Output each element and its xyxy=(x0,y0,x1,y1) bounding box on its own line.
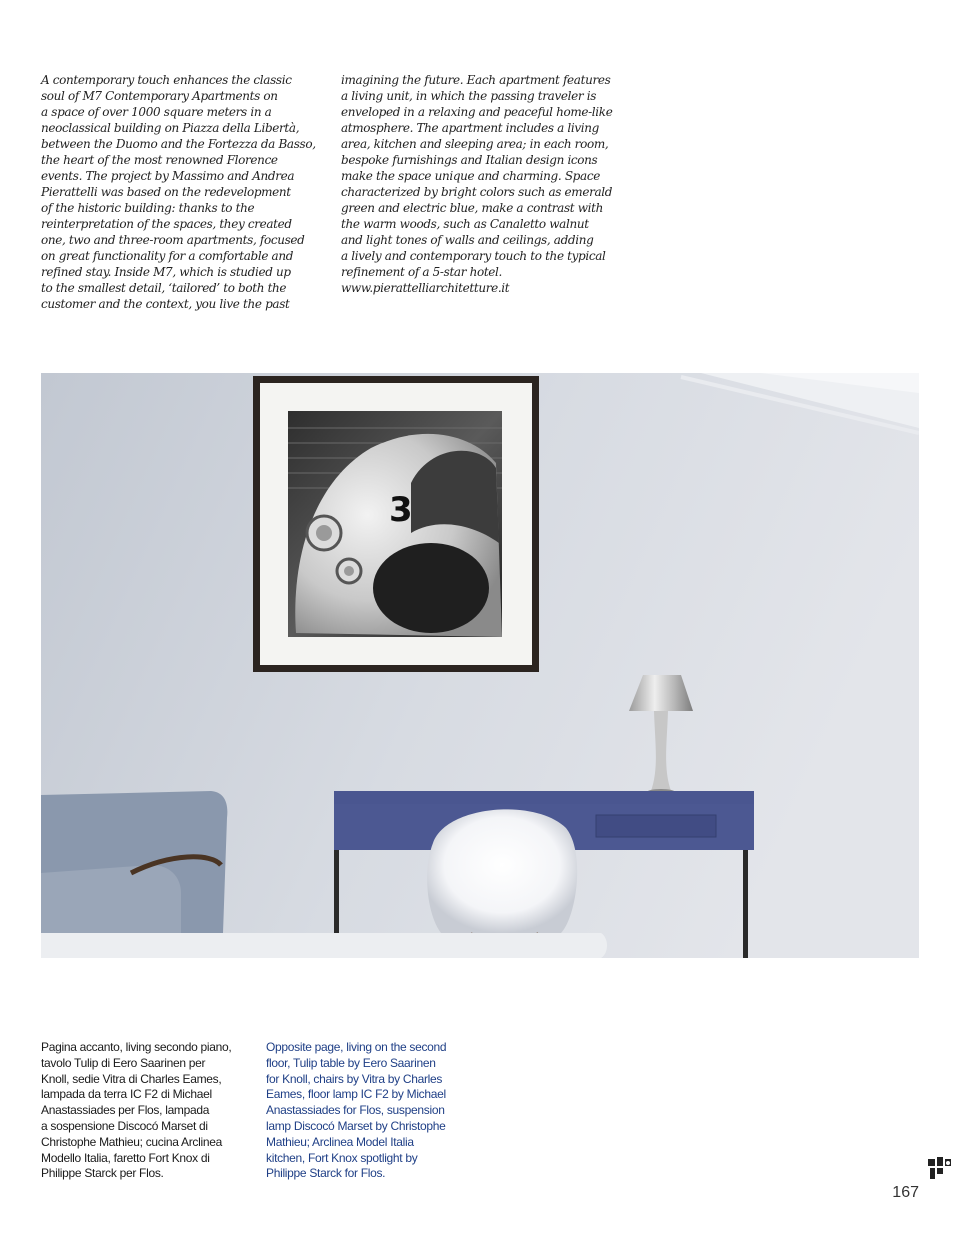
article-column-2 xyxy=(341,72,623,296)
interior-photo xyxy=(41,373,919,958)
article-text-column-2: imagining the future. Each apartment features a living unit, in which the passing traveler is enveloped in a relaxing and peaceful home-like atmosphere. The apartment includes a living area, kitchen and sleeping area; in each room, bespoke furnishings and Italian design icons make the space unique and charming. Space characterized by bright colors such as emerald green and electric blue, make a contrast with the warm woods, such as Canaletto walnut and light tones of walls and ceilings, adding a lively and contemporary touch to the typical refinement of a 5-star hotel. www.pierattelliarchitetture.it xyxy=(341,73,613,295)
magazine-logo-icon xyxy=(926,1155,952,1181)
caption-italian: Pagina accanto, living secondo piano, tavolo Tulip di Eero Saarinen per Knoll, sedie Vitra di Charles Eames, lampada da terra IC F2 di Michael Anastassiades per Flos, lampada a sospensione Discocó Marset di Christophe Mathieu; cucina Arclinea Modello Italia, faretto Fort Knox di Philippe Starck per Flos. xyxy=(41,1040,232,1181)
blue-armchair xyxy=(41,791,227,958)
article-text-column-1: A contemporary touch enhances the classic soul of M7 Contemporary Apartments on a space of over 1000 square meters in a neoclassical building on Piazza della Libertà, between the Duomo and the Fortezza da Basso, the heart of the most renowned Florence events. The project by Massimo and Andrea Pierattelli was based on the redevelopment of the historic building: thanks to the reinterpretation of the spaces, they created one, two and three-room apartments, focused on great functionality for a comfortable and refined stay. Inside M7, which is studied up to the smallest detail, ‘tailored’ to both the customer and the context, you live the past xyxy=(41,73,316,311)
caption-english: Opposite page, living on the second floor, Tulip table by Eero Saarinen for Knoll, chairs by Vitra by Charles Eames, floor lamp IC F2 by Michael Anastassiades for Flos, suspension lamp Discocó Marset by Christophe Mathieu; Arclinea Model Italia kitchen, Fort Knox spotlight by Philippe Starck for Flos. xyxy=(266,1040,447,1181)
page-number: 167 xyxy=(892,1184,919,1201)
poster-number: 3 xyxy=(389,490,413,530)
framed-car-print xyxy=(253,376,539,672)
article-column-1 xyxy=(41,72,323,312)
